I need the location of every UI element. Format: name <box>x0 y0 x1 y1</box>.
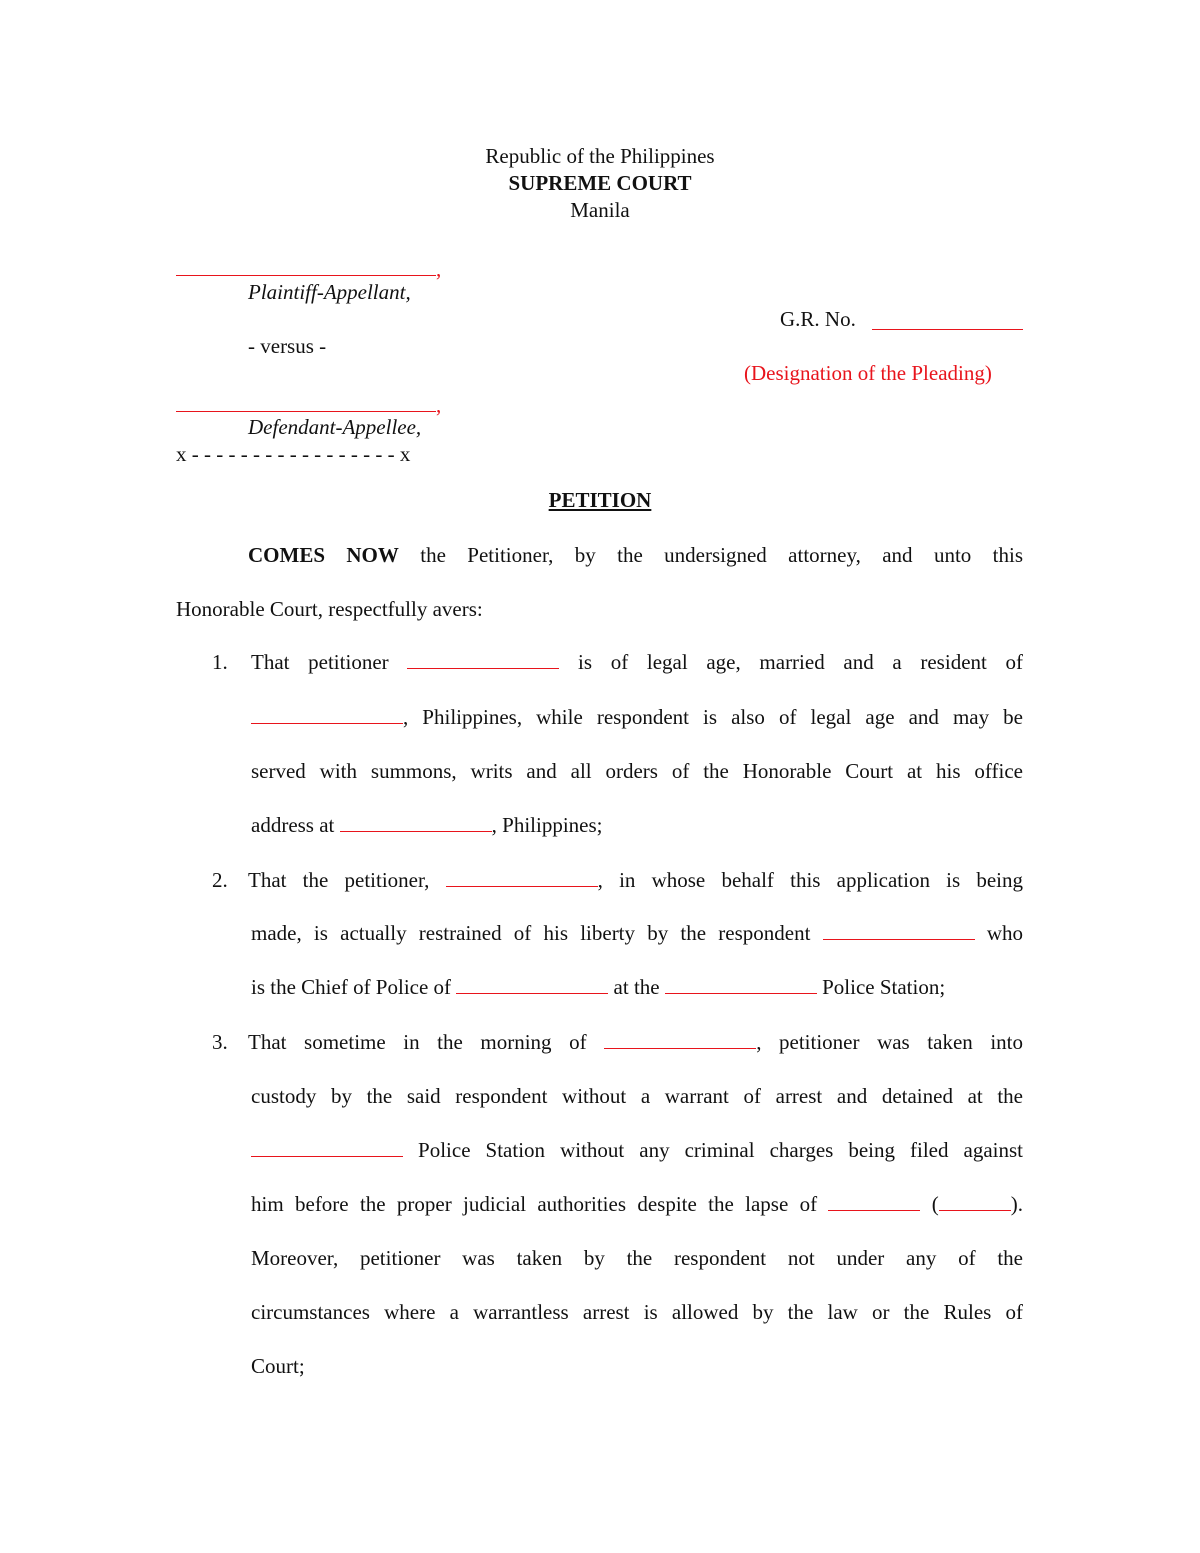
gr-number-blank[interactable] <box>872 329 1023 330</box>
lapse-period-words-blank[interactable] <box>828 1192 920 1211</box>
arrest-date-blank[interactable] <box>604 1030 756 1049</box>
plaintiff-role: Plaintiff-Appellant, <box>248 280 411 304</box>
intro-line-2: Honorable Court, respectfully avers: <box>176 597 483 621</box>
item-3-line-4: him before the proper judicial authorities despite the lapse of ( ). <box>251 1192 1023 1216</box>
intro-rest: the Petitioner, by the undersigned attorney, and unto this <box>398 543 1023 567</box>
respondent-name-blank[interactable] <box>823 921 975 940</box>
plaintiff-name-blank[interactable] <box>176 275 436 276</box>
item-1-line-2: , Philippines, while respondent is also of legal age and may be <box>251 704 1023 730</box>
gr-number-label: G.R. No. <box>780 307 856 331</box>
item-3-line-5: Moreover, petitioner was taken by the respondent not under any of the <box>251 1246 1023 1270</box>
residence-blank[interactable] <box>251 705 403 724</box>
caption-separator: x - - - - - - - - - - - - - - - - - x <box>176 442 411 466</box>
intro-line-1 <box>248 542 1023 568</box>
item-3-line-7: Court; <box>251 1354 305 1378</box>
defendant-name-blank[interactable] <box>176 411 436 412</box>
petitioner-name-blank[interactable] <box>407 650 559 669</box>
item-2-line-3: is the Chief of Police of at the Police Station; <box>251 975 946 999</box>
item-3-line-3: Police Station without any criminal charges being filed against <box>251 1137 1023 1163</box>
item-1-line-3: served with summons, writs and all orders of the Honorable Court at his office <box>251 759 1023 783</box>
police-station-blank[interactable] <box>665 975 817 994</box>
republic-heading: Republic of the Philippines <box>485 144 715 168</box>
item-3-line-2: custody by the said respondent without a warrant of arrest and detained at the <box>251 1084 1023 1108</box>
item-2-line-1: That the petitioner, , in whose behalf this application is being <box>248 868 1023 892</box>
lapse-period-number-blank[interactable] <box>939 1192 1011 1211</box>
court-heading: SUPREME COURT <box>508 171 692 195</box>
city-heading: Manila <box>570 198 630 222</box>
versus-label: - versus - <box>248 334 327 358</box>
pleading-designation: (Designation of the Pleading) <box>744 361 992 385</box>
item-3-number: 3. <box>212 1030 228 1054</box>
item-3-line-1: That sometime in the morning of , petitioner was taken into <box>248 1030 1024 1054</box>
plaintiff-comma: , <box>436 257 442 281</box>
comes-now-lead: COMES NOW <box>248 543 399 567</box>
item-3-line-6: circumstances where a warrantless arrest is allowed by the law or the Rules of <box>251 1300 1023 1324</box>
detainee-name-blank[interactable] <box>446 868 598 887</box>
defendant-comma: , <box>436 393 442 417</box>
office-address-blank[interactable] <box>340 813 492 832</box>
item-1-line-1: That petitioner is of legal age, married and a resident of <box>251 650 1024 674</box>
item-2-number: 2. <box>212 868 228 892</box>
defendant-role: Defendant-Appellee, <box>248 415 422 439</box>
petition-title: PETITION <box>548 488 652 512</box>
item-2-line-2: made, is actually restrained of his liberty by the respondent who <box>251 921 1023 945</box>
item-1-number: 1. <box>212 650 228 674</box>
item-1-line-4: address at , Philippines; <box>251 813 603 837</box>
detention-station-blank[interactable] <box>251 1138 403 1157</box>
police-jurisdiction-blank[interactable] <box>456 975 608 994</box>
